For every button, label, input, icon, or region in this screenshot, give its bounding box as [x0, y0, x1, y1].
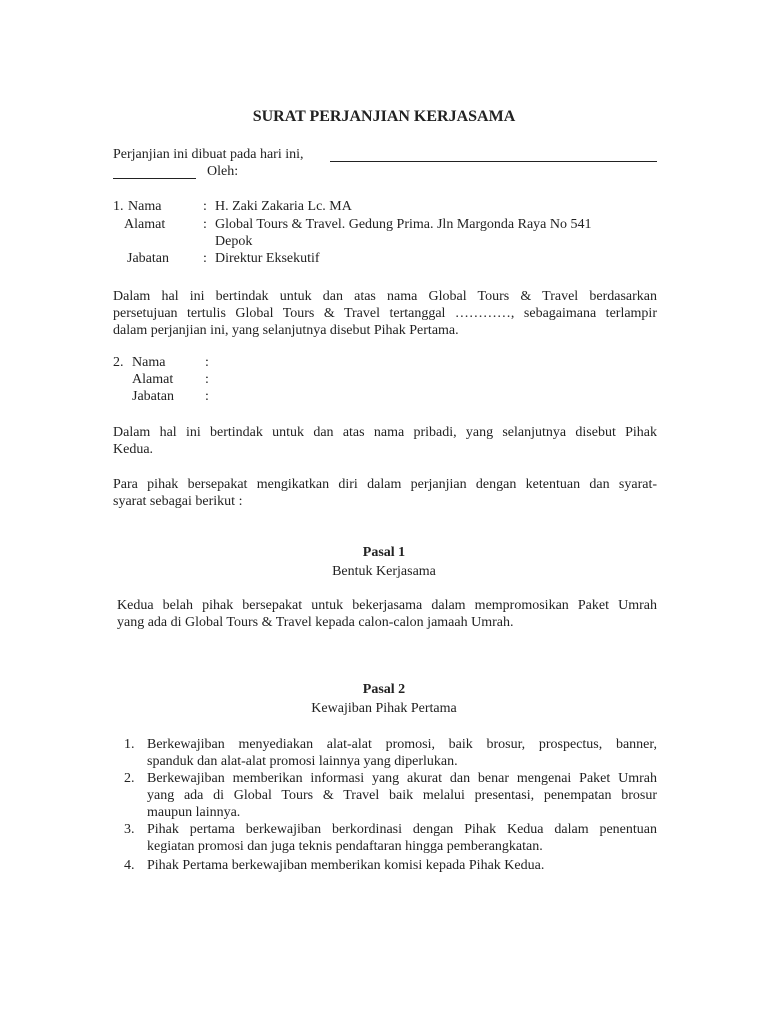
party1-nama-label: Nama [128, 199, 162, 214]
para1-line: dalam perjanjian ini, yang selanjutnya disebut Pihak Pertama. [113, 323, 459, 338]
colon: : [203, 199, 207, 214]
party2-nama-label: Nama [132, 355, 166, 370]
para1-line: persetujuan tertulis Global Tours & Travel tertanggal …………, sebagaimana terlampir [113, 306, 657, 321]
party1-alamat-value: Global Tours & Travel. Gedung Prima. Jln Margonda Raya No 541 [215, 217, 592, 232]
list-item-line: kegiatan promosi dan juga teknis pendaftaran hingga pemberangkatan. [147, 839, 543, 854]
list-item-number: 3. [124, 822, 135, 837]
para2-line: Dalam hal ini bertindak untuk dan atas nama pribadi, yang selanjutnya disebut Pihak [113, 425, 657, 440]
party1-number: 1. [113, 199, 124, 214]
party2-number: 2. [113, 355, 124, 370]
pasal1-heading: Pasal 1 [362, 545, 406, 560]
date-blank-line [330, 161, 657, 162]
colon: : [205, 389, 209, 404]
list-item-number: 2. [124, 771, 135, 786]
party1-alamat-value-2: Depok [215, 234, 253, 249]
list-item-line: spanduk dan alat-alat promosi lainnya yang diperlukan. [147, 754, 458, 769]
oleh-label: Oleh: [207, 164, 239, 179]
list-item-number: 1. [124, 737, 135, 752]
pasal1-text-line: yang ada di Global Tours & Travel kepada calon-calon jamaah Umrah. [117, 615, 514, 630]
colon: : [205, 372, 209, 387]
list-item-line: Berkewajiban memberikan informasi yang akurat dan benar mengenai Paket Umrah [147, 771, 657, 786]
para3-line: Para pihak bersepakat mengikatkan diri dalam perjanjian dengan ketentuan dan syarat- [113, 477, 657, 492]
pasal1-text-line: Kedua belah pihak bersepakat untuk bekerjasama dalam mempromosikan Paket Umrah [117, 598, 657, 613]
pasal1-subtitle: Bentuk Kerjasama [332, 564, 436, 579]
list-item-line: Berkewajiban menyediakan alat-alat promosi, baik brosur, prospectus, banner, [147, 737, 657, 752]
list-item-line: Pihak Pertama berkewajiban memberikan komisi kepada Pihak Kedua. [147, 858, 545, 873]
party1-nama-value: H. Zaki Zakaria Lc. MA [215, 199, 352, 214]
list-item-line: maupun lainnya. [147, 805, 241, 820]
para3-line: syarat sebagai berikut : [113, 494, 243, 509]
party1-jabatan-value: Direktur Eksekutif [215, 251, 320, 266]
list-item-line: Pihak pertama berkewajiban berkordinasi dengan Pihak Kedua dalam penentuan [147, 822, 657, 837]
party1-alamat-label: Alamat [124, 217, 166, 232]
pasal2-subtitle: Kewajiban Pihak Pertama [311, 701, 457, 716]
colon: : [203, 251, 207, 266]
para1-line: Dalam hal ini bertindak untuk dan atas nama Global Tours & Travel berdasarkan [113, 289, 657, 304]
party2-jabatan-label: Jabatan [132, 389, 174, 404]
list-item-number: 4. [124, 858, 135, 873]
party1-jabatan-label: Jabatan [127, 251, 169, 266]
list-item-line: yang ada di Global Tours & Travel baik melalui presentasi, penempatan brosur [147, 788, 657, 803]
colon: : [205, 355, 209, 370]
date-blank-line-2 [113, 178, 196, 179]
document-title: SURAT PERJANJIAN KERJASAMA [252, 108, 516, 125]
para2-line: Kedua. [113, 442, 154, 457]
pasal2-heading: Pasal 2 [362, 682, 406, 697]
party2-alamat-label: Alamat [132, 372, 174, 387]
colon: : [203, 217, 207, 232]
intro-text: Perjanjian ini dibuat pada hari ini, [113, 147, 304, 162]
